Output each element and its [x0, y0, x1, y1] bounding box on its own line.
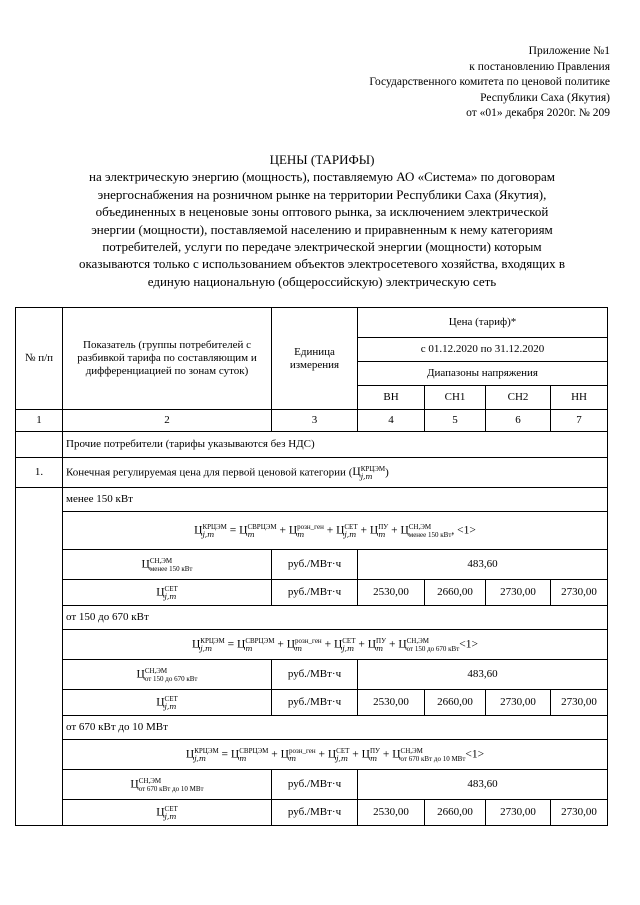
- set-value: 2660,00: [425, 690, 486, 716]
- price-formula: Ц КРЦЭМ j,m = Ц СВРЦЭМ m + Ц розн_ген m + Ц СЕТ j,m + Ц ПУ m + Ц СН,ЭМ менее 150 кВт , <1>: [63, 512, 608, 550]
- set-value: 2660,00: [425, 580, 486, 606]
- header-vn: ВН: [358, 386, 425, 410]
- row1-label: Конечная регулируемая цена для первой ценовой категории (Ц КРЦЭМ j,m ): [63, 458, 608, 488]
- document-title: [40, 151, 604, 290]
- header-price: Цена (тариф)*: [358, 308, 608, 338]
- header-sn1: СН1: [425, 386, 486, 410]
- title-heading: ЦЕНЫ (ТАРИФЫ): [269, 152, 375, 167]
- column-numbers-row: [16, 410, 608, 432]
- col-number: 3: [272, 410, 358, 432]
- group-label: менее 150 кВт: [63, 488, 608, 512]
- col-number: 5: [425, 410, 486, 432]
- sn-component-symbol: Ц СН,ЭМ от 150 до 670 кВт: [63, 660, 272, 690]
- set-value: 2530,00: [358, 690, 425, 716]
- unit-cell: руб./МВт·ч: [272, 580, 358, 606]
- col-number: 7: [551, 410, 608, 432]
- header-indicator: Показатель (группы потребителей с разбивкой тарифа по составляющим и дифференциацией по зонам суток): [63, 308, 272, 410]
- title-line: потребителей, услуги по передаче электрической энергии (мощности) которым: [102, 239, 542, 255]
- appendix-line: Приложение №1: [528, 45, 610, 57]
- set-value: 2730,00: [551, 800, 608, 826]
- set-value: 2730,00: [486, 800, 551, 826]
- title-line: энергии (мощности), поставляемой населению и приравненным к нему категориям: [91, 221, 553, 237]
- appendix-line: к постановлению Правления: [469, 60, 610, 73]
- header-ranges: Диапазоны напряжения: [358, 362, 608, 386]
- unit-cell: руб./МВт·ч: [272, 550, 358, 580]
- sn-component-symbol: Ц СН,ЭМ менее 150 кВт: [63, 550, 272, 580]
- set-component-symbol: Ц СЕТ j,m: [63, 800, 272, 826]
- tariff-table: [15, 307, 608, 826]
- set-component-symbol: Ц СЕТ j,m: [63, 690, 272, 716]
- col-number: 1: [16, 410, 63, 432]
- krcem-symbol: Ц КРЦЭМ j,m: [352, 464, 386, 481]
- price-formula: Ц КРЦЭМ j,m = Ц СВРЦЭМ m + Ц розн_ген m + Ц СЕТ j,m + Ц ПУ m + Ц СН,ЭМ от 150 до 670 кВт <1>: [63, 630, 608, 660]
- header-unit: Единица измерения: [272, 308, 358, 410]
- set-component-symbol: Ц СЕТ j,m: [63, 580, 272, 606]
- unit-cell: руб./МВт·ч: [272, 770, 358, 800]
- title-line: оказываются только с использованием объектов электросетевого хозяйства, входящих в: [78, 256, 566, 272]
- price-formula: Ц КРЦЭМ j,m = Ц СВРЦЭМ m + Ц розн_ген m + Ц СЕТ j,m + Ц ПУ m + Ц СН,ЭМ от 670 кВт до 10 МВт <1>: [63, 740, 608, 770]
- header-num: № п/п: [16, 308, 63, 410]
- group-label: от 150 до 670 кВт: [63, 606, 608, 630]
- set-value: 2660,00: [425, 800, 486, 826]
- sn-value: 483,60: [358, 660, 608, 690]
- unit-cell: руб./МВт·ч: [272, 690, 358, 716]
- set-value: 2730,00: [486, 580, 551, 606]
- sn-value: 483,60: [358, 770, 608, 800]
- title-line: на электрическую энергию (мощность), поставляемую АО «Система» по договорам: [89, 169, 555, 185]
- set-value: 2730,00: [551, 580, 608, 606]
- header-sn2: СН2: [486, 386, 551, 410]
- header-nn: НН: [551, 386, 608, 410]
- unit-cell: руб./МВт·ч: [272, 800, 358, 826]
- appendix-line: от «01» декабря 2020г. № 209: [466, 107, 610, 119]
- sn-component-symbol: Ц СН,ЭМ от 670 кВт до 10 МВт: [63, 770, 272, 800]
- appendix-header: [270, 44, 610, 122]
- col-number: 6: [486, 410, 551, 432]
- header-period: с 01.12.2020 по 31.12.2020: [358, 338, 608, 362]
- other-consumers-label: Прочие потребители (тарифы указываются без НДС): [63, 432, 608, 458]
- title-line: энергоснабжения на розничном рынке на территории Республики Саха (Якутия),: [97, 186, 547, 202]
- title-line: единую национальную (общероссийскую) электрическую сеть: [147, 273, 497, 289]
- col-number: 4: [358, 410, 425, 432]
- sn-value: 483,60: [358, 550, 608, 580]
- appendix-line: Республики Саха (Якутия): [480, 91, 610, 104]
- group-label: от 670 кВт до 10 МВт: [63, 716, 608, 740]
- row-number: 1.: [16, 458, 63, 488]
- set-value: 2730,00: [551, 690, 608, 716]
- col-number: 2: [63, 410, 272, 432]
- unit-cell: руб./МВт·ч: [272, 660, 358, 690]
- appendix-line: Государственного комитета по ценовой политике: [369, 76, 610, 88]
- set-value: 2530,00: [358, 800, 425, 826]
- set-value: 2530,00: [358, 580, 425, 606]
- title-line: объединенных в неценовые зоны оптового рынка, за исключением электрической: [95, 204, 549, 220]
- row1-text: Конечная регулируемая цена для первой ценовой категории: [66, 466, 346, 479]
- set-value: 2730,00: [486, 690, 551, 716]
